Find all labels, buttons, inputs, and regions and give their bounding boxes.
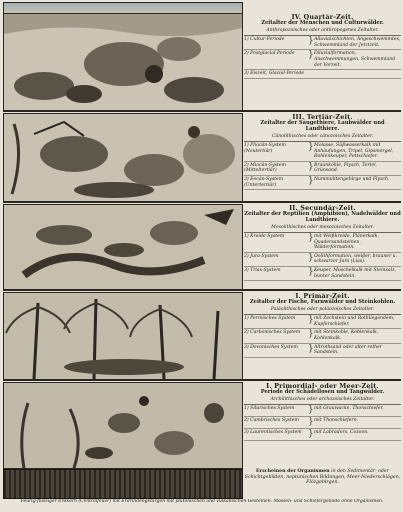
period-name: 3) Eiszeit, Glacial-Periode: [244, 71, 305, 77]
brace-glyph: }: [308, 405, 314, 416]
period-row: [244, 315, 401, 329]
period-row: [244, 429, 401, 441]
period-name: 1) Cultur-Periode: [244, 37, 285, 43]
era-alt-name: Anthropozoisches oder anthropogenes Zeitalter.: [266, 27, 379, 33]
era-divider: [3, 379, 401, 381]
era-divider: [3, 201, 401, 203]
period-list: [244, 35, 401, 79]
period-name: 1) Pliocän-System (Neutertiär): [244, 143, 286, 154]
era-subtitle: Zeitalter der Menschen und Culturwälder.: [261, 20, 384, 26]
quaternary-text-panel: [244, 14, 401, 110]
era-subtitle: Periode der Schädellosen und Tangwälder.: [260, 389, 385, 395]
quaternary-illustration: [3, 13, 243, 111]
era-title: III. Tertiär-Zeit.: [292, 114, 353, 121]
period-name: 3) Eocän-System (Untertertiär): [244, 176, 284, 188]
primary-fern-forest-drawing: [4, 293, 242, 379]
period-list: [244, 404, 401, 441]
period-desc: Keuper, Muschelkalk mit Steinsalz, bunter Sandstein.: [314, 267, 396, 279]
era-alt-name: Cänolithisches oder cänozoisches Zeitalter.: [272, 133, 373, 139]
primordial-sea-life-drawing: [4, 383, 242, 468]
era-alt-name: Mesolithisches oder mesozoisches Zeitalter.: [271, 224, 374, 230]
period-row: [244, 36, 401, 50]
period-desc: [314, 71, 401, 77]
period-name: 2) Jura-System: [244, 253, 279, 259]
brace-glyph: }: [308, 429, 314, 440]
period-desc: Alluvialschichten, Angeschwemmtes, Schwemmland der Jetztzeit.: [314, 37, 401, 48]
period-list: [244, 232, 401, 281]
brace-glyph: }: [308, 252, 314, 263]
primary-illustration: [3, 292, 243, 380]
period-row: [244, 162, 401, 176]
period-row: [244, 417, 401, 429]
brace-glyph: }: [308, 142, 314, 152]
period-desc: Molasse, Süßwasserkalk mit Anhäufungen, Tripel, Gipsmergel, Rohlenkeuper, Pettschiefer.: [314, 143, 394, 160]
era-title: II. Secundär-Zeit.: [289, 205, 356, 212]
period-row: [244, 70, 401, 79]
bottom-caption: Feurig-flüssiger Erdkern (Centralfeuer) mit Erdrindengebirgen mit plutonischen und vulkanischen Gesteinen. Massen- und Schiefergebilde ohne Organismen.: [20, 499, 384, 504]
period-desc: Nummulitengebirge und Flysch.: [314, 176, 390, 182]
period-row: [244, 267, 401, 281]
secondary-text-panel: [244, 205, 401, 288]
period-row: [244, 253, 401, 267]
era-title: I. Primordial- oder Meer-Zeit.: [266, 383, 379, 390]
era-divider: [3, 110, 401, 112]
brace-glyph: }: [308, 329, 314, 340]
primordial-illustration: [3, 382, 243, 469]
tertiary-illustration: [3, 113, 243, 202]
brace-glyph: }: [308, 315, 314, 326]
organisms-note-lead: Erscheinen der Organismen: [256, 469, 330, 474]
period-desc: mit Thonschiefern.: [314, 418, 358, 424]
period-list: [244, 314, 401, 358]
period-name: 1) Silurisches System: [244, 406, 295, 412]
period-desc: Braunkohle, Flysch, Tertel, Grünsand.: [314, 162, 378, 174]
period-row: [244, 176, 401, 190]
period-name: 3) Devonisches System: [244, 344, 298, 350]
brace-glyph: }: [308, 343, 314, 354]
brace-glyph: }: [308, 175, 314, 186]
secondary-illustration: [3, 204, 243, 290]
period-desc: mit Weißkreide, Plänerkalk, Quadersandsteinen, Wälderformation.: [314, 234, 379, 251]
period-name: 2) Postglacial-Periode: [244, 51, 295, 57]
period-name: 2) Carbonisches System: [244, 330, 301, 336]
brace-glyph: }: [308, 50, 314, 61]
brace-glyph: }: [308, 233, 314, 243]
period-row: [244, 233, 401, 253]
brace-glyph: }: [308, 36, 314, 47]
period-list: [244, 141, 401, 190]
organisms-note: [244, 469, 401, 486]
era-title: I. Primär-Zeit.: [295, 293, 350, 300]
era-subtitle: Zeitalter der Reptilien (Amphibien), Nadelwälder und Landthiere.: [244, 211, 401, 223]
primordial-text-panel: [244, 383, 401, 467]
secondary-reptiles-drawing: [4, 205, 242, 289]
period-name: 1) Kreide-System: [244, 234, 285, 239]
period-row: [244, 329, 401, 343]
period-row: [244, 142, 401, 162]
period-name: 1) Permisches System: [244, 316, 296, 322]
period-desc: mit Grauwacke, Thonschiefer.: [314, 406, 384, 412]
period-desc: Diluvialformation, Anschwemmungen, Schwemmland der Vorzeit.: [314, 51, 396, 68]
tertiary-animals-drawing: [4, 114, 242, 201]
era-subtitle: Zeitalter der Säugethiere, Laubwälder und Landthiere.: [260, 120, 385, 132]
period-desc: mit Steinkohle, Kohlenkalk, Kohlenkalk.: [314, 330, 379, 341]
era-divider: [3, 289, 401, 291]
brace-glyph: }: [308, 417, 314, 428]
primary-text-panel: [244, 293, 401, 378]
quaternary-animals-drawing: [4, 14, 242, 110]
period-row: [244, 405, 401, 417]
period-name: 2) Miocän-System (Mitteltertiär): [244, 162, 286, 174]
brace-glyph: }: [308, 161, 314, 172]
era-subtitle: Zeitalter der Fische, Farnwälder und Steinkohlen.: [249, 299, 396, 305]
period-row: [244, 344, 401, 358]
organisms-note-text: in den Sedimentär- oder Schichtgebilden, neptunischen Bildungen, Meer-Niederschlägen, Flözgebirgen.: [244, 469, 401, 486]
period-name: 3) Laurentisches System: [244, 430, 302, 436]
period-desc: mit Labradors, Cozoon.: [314, 430, 369, 436]
period-name: 3) Trias-System: [244, 267, 281, 273]
tertiary-text-panel: [244, 114, 401, 200]
period-desc: Altrothsand oder alter rother Sandstein.: [314, 344, 383, 356]
period-row: [244, 50, 401, 70]
era-alt-name: Paläolithisches oder paläozoisches Zeitalter.: [270, 306, 375, 312]
era-alt-name: Archilithisches oder archozoisches Zeitalter.: [270, 396, 375, 402]
period-desc: Oolithformation, weißer, brauner u. schwarzer Jura (Lias).: [314, 253, 398, 265]
brace-glyph: }: [308, 266, 314, 277]
earth-core-strip: [3, 469, 243, 499]
era-title: IV. Quartär-Zeit.: [291, 14, 354, 21]
period-desc: mit Zechstein und Rothliegendem, Kupferschiefer.: [314, 316, 395, 327]
period-name: 2) Cambrisches System: [244, 418, 299, 424]
